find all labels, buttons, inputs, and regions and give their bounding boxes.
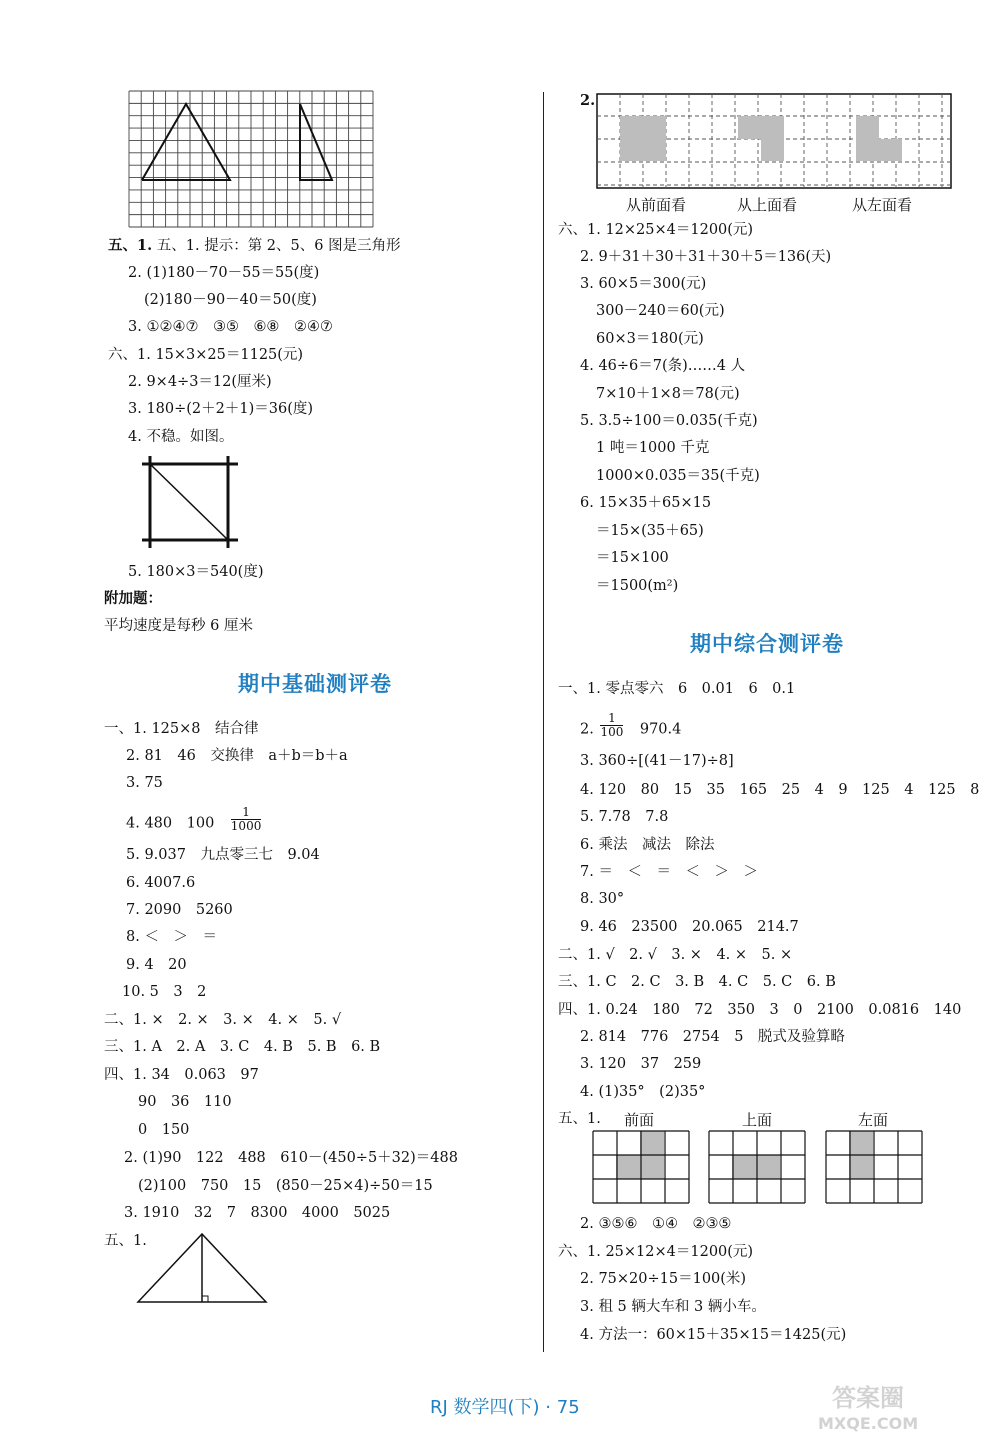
answer-line: 4. 46÷6＝7(条)……4 人 xyxy=(580,358,746,374)
answer-line: 5. 180×3＝540(度) xyxy=(128,564,264,580)
top-view-grid xyxy=(708,1129,806,1205)
answer-line: 8. ＜ ＞ ＝ xyxy=(126,929,217,945)
answer-line: 一、1. 125×8 结合律 xyxy=(104,721,259,737)
grid-label: 上面 xyxy=(742,1111,773,1129)
front-view-grid xyxy=(592,1129,690,1205)
answer-line: 2. ③⑤⑥ ①④ ②③⑤ xyxy=(580,1216,732,1232)
answer-line: 6. 15×35＋65×15 xyxy=(580,495,712,511)
answer-line: 六、1. 12×25×4＝1200(元) xyxy=(558,222,754,238)
answer-line: 4. 方法一：60×15＋35×15＝1425(元) xyxy=(580,1327,847,1343)
answer-line: 四、1. 0.24 180 72 350 3 0 2100 0.0816 140 xyxy=(558,1002,962,1018)
answer-line: 3. 1910 32 7 8300 4000 5025 xyxy=(124,1205,391,1221)
answer-line: 6. 乘法 减法 除法 xyxy=(580,837,715,853)
answer-line: 2. (1)90 122 488 610－(450÷5＋32)＝488 xyxy=(124,1150,458,1166)
answer-line: 2. 75×20÷15＝100(米) xyxy=(580,1271,747,1287)
answer-line: 二、1. √ 2. √ 3. × 4. × 5. × xyxy=(558,947,793,963)
page-footer: RJ 数学四(下) · 75 xyxy=(430,1397,580,1418)
answer-line: 3. 60×5＝300(元) xyxy=(580,276,707,292)
triangle-grid-figure xyxy=(128,90,374,228)
answer-line: 4. (1)35° (2)35° xyxy=(580,1084,706,1100)
answer-line: 3. 租 5 辆大车和 3 辆小车。 xyxy=(580,1299,766,1315)
answer-line: 60×3＝180(元) xyxy=(596,331,704,347)
answer-line: 三、1. A 2. A 3. C 4. B 5. B 6. B xyxy=(104,1039,381,1055)
answer-line: 6. 4007.6 xyxy=(126,875,196,891)
answer-line: 9. 46 23500 20.065 214.7 xyxy=(580,919,799,935)
watermark-text: 答案圈 xyxy=(832,1384,905,1412)
grid-label: 左面 xyxy=(858,1111,889,1129)
answer-line: 8. 30° xyxy=(580,891,625,907)
answer-line: 2. 9×4÷3＝12(厘米) xyxy=(128,374,272,390)
watermark-logo xyxy=(818,1385,918,1437)
triangle-height-figure xyxy=(134,1230,270,1306)
answer-line: 五、1. 五、1. 提示：第 2、5、6 图是三角形 xyxy=(108,237,401,254)
answer-line: 三、1. C 2. C 3. B 4. C 5. C 6. B xyxy=(558,974,836,990)
answer-line: 3. 75 xyxy=(126,775,163,791)
answer-line: 3. 180÷(2＋2＋1)＝36(度) xyxy=(128,401,314,417)
answer-line: 3. ①②④⑦ ③⑤ ⑥⑧ ②④⑦ xyxy=(128,319,333,335)
answer-line: 7. ＝ ＜ ＝ ＜ ＞ ＞ xyxy=(580,864,758,880)
view-label: 从前面看 xyxy=(626,196,687,214)
answer-line: 2. 9＋31＋30＋31＋30＋5＝136(天) xyxy=(580,249,832,265)
answer-line: 7×10＋1×8＝78(元) xyxy=(596,386,740,402)
answer-line: 7. 2090 5260 xyxy=(126,902,233,918)
answer-line: (2)100 750 15 (850－25×4)÷50＝15 xyxy=(138,1178,433,1194)
answer-line: 四、1. 34 0.063 97 xyxy=(104,1067,259,1083)
answer-line: 9. 4 20 xyxy=(126,957,187,973)
answer-line: 4. 120 80 15 35 165 25 4 9 125 4 125 8 xyxy=(580,782,980,798)
section-title: 期中基础测评卷 xyxy=(238,672,392,696)
section-title: 期中综合测评卷 xyxy=(690,632,844,656)
answer-line: 1 吨＝1000 千克 xyxy=(596,440,710,456)
grid-label: 前面 xyxy=(624,1111,655,1129)
answer-line: 3. 120 37 259 xyxy=(580,1056,702,1072)
answer-line: 五、1. xyxy=(104,1233,147,1249)
answer-line: 2. xyxy=(580,92,596,109)
view-label: 从上面看 xyxy=(737,196,798,214)
answer-line: 300－240＝60(元) xyxy=(596,303,725,319)
answer-line: 4. 480 100 $\frac{1}{1000}$ xyxy=(126,805,262,833)
answer-line: ＝15×(35＋65) xyxy=(596,523,704,539)
answer-line: 90 36 110 xyxy=(138,1094,232,1110)
answer-line: 5. 3.5÷100＝0.035(千克) xyxy=(580,413,758,429)
answer-line: 2. 814 776 2754 5 脱式及验算略 xyxy=(580,1029,845,1045)
three-view-dashed-grid xyxy=(596,92,952,190)
answer-line: 10. 5 3 2 xyxy=(122,984,207,1000)
watermark-url: MXQE.COM xyxy=(818,1414,919,1433)
answer-line: 1000×0.035＝35(千克) xyxy=(596,468,760,484)
answer-line: 5. 9.037 九点零三七 9.04 xyxy=(126,847,320,863)
answer-line: 2. (1)180－70－55＝55(度) xyxy=(128,265,320,281)
answer-line: 二、1. × 2. × 3. × 4. × 5. √ xyxy=(104,1012,342,1028)
answer-line: 五、1. xyxy=(558,1111,601,1127)
answer-line: 3. 360÷[(41－17)÷8] xyxy=(580,753,734,769)
answer-line: 0 150 xyxy=(138,1122,190,1138)
answer-line: 2. $\frac{1}{100}$ 970.4 xyxy=(580,711,682,739)
section-heading: 附加题： xyxy=(104,590,162,607)
answer-line: 平均速度是每秒 6 厘米 xyxy=(104,618,253,634)
answer-line: 六、1. 15×3×25＝1125(元) xyxy=(108,347,304,363)
answer-line: 六、1. 25×12×4＝1200(元) xyxy=(558,1244,754,1260)
answer-line: 4. 不稳。如图。 xyxy=(128,429,234,445)
answer-line: 2. 81 46 交换律 a＋b＝b＋a xyxy=(126,748,348,764)
answer-line: (2)180－90－40＝50(度) xyxy=(144,292,317,308)
view-label: 从左面看 xyxy=(852,196,913,214)
square-diagonal-figure xyxy=(140,452,240,552)
answer-line: ＝15×100 xyxy=(596,550,669,566)
answer-line: ＝1500(m²) xyxy=(596,578,679,594)
answer-line: 一、1. 零点零六 6 0.01 6 0.1 xyxy=(558,681,796,697)
answer-line: 5. 7.78 7.8 xyxy=(580,809,669,825)
column-divider xyxy=(543,92,544,1352)
left-view-grid xyxy=(825,1129,923,1205)
